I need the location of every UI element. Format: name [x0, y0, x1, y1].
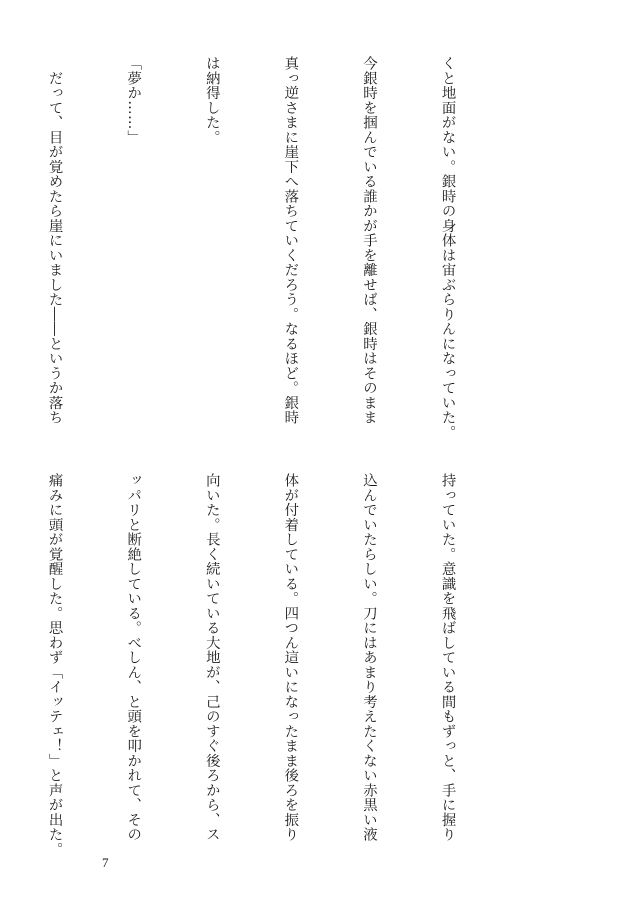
text-line: だって、目が覚めたら崖にいました――というか落ち [46, 56, 63, 425]
text-line: 痛みに頭が覚醒した。思わず「イッテェ！」と声が出た。 [46, 473, 63, 857]
text-block-bottom [0, 473, 513, 857]
text-line: は納得した。 [203, 56, 220, 145]
text-line: 込んでいたらしい。刀にはあまり考えたくない赤黒い液 [360, 473, 377, 842]
text-block-top [0, 56, 513, 440]
text-line: 持っていた。意識を飛ばしている間もずっと、手に握り [439, 473, 456, 842]
text-line: くと地面がない。銀時の身体は宙ぶらりんになっていた。 [439, 56, 456, 440]
text-line: 真っ逆さまに崖下へ落ちていくだろう。なるほど。銀時 [282, 56, 299, 425]
text-line: 今銀時を掴んでいる誰かが手を離せば、銀時はそのまま [360, 56, 377, 425]
text-line: 向いた。長く続いている大地が、己のすぐ後ろから、ス [203, 473, 220, 842]
text-line: 体が付着している。四つん這いになったまま後ろを振り [282, 473, 299, 842]
text-line: 「夢か……」 [125, 56, 142, 145]
text-line: ッパリと断絶している。べしん、と頭を叩かれて、その [125, 473, 142, 842]
page-number: 7 [102, 855, 109, 870]
